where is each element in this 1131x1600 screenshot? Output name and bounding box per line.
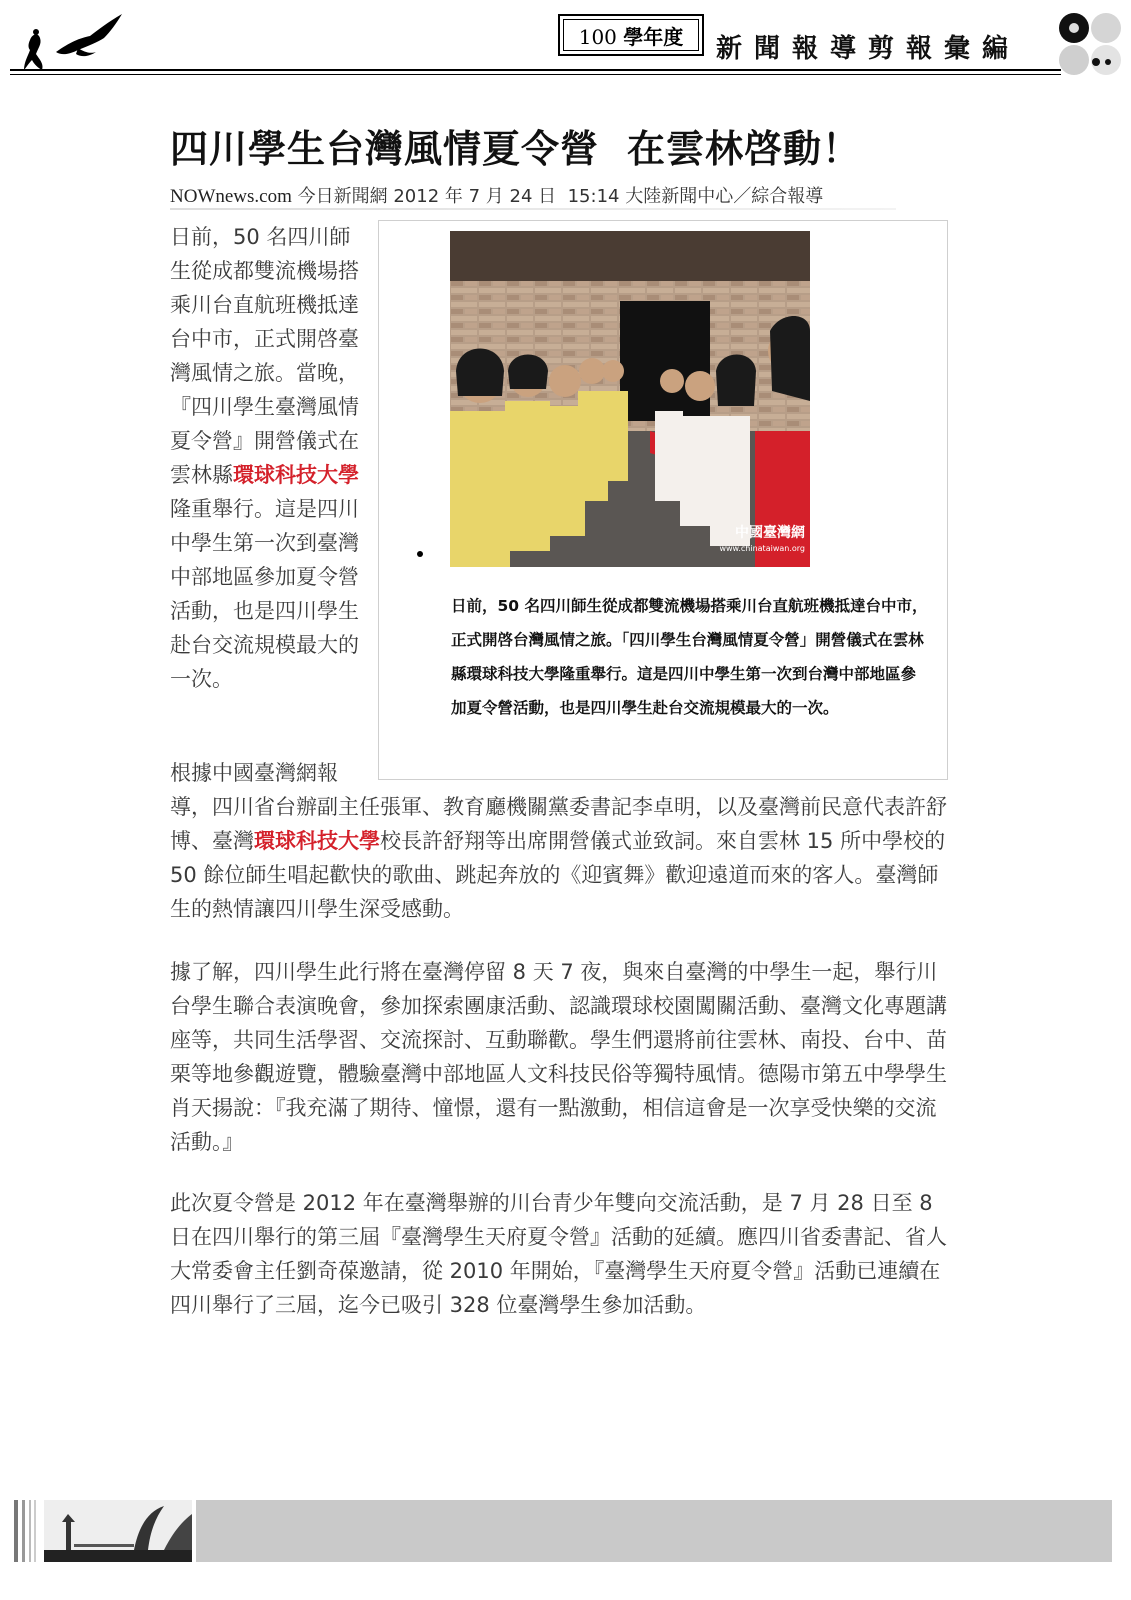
byline-outlet: 今日新聞網 — [297, 186, 388, 207]
eagle-logo-icon — [18, 12, 128, 74]
paragraph-3: 據了解，四川學生此行將在臺灣停留 8 天 7 夜，與來自臺灣的中學生一起，舉行川台學生聯合表演晚會，參加探索團康活動、認識環球校園闖關活動、臺灣文化專題講座等，共同生活學習、交流探討、互動聯歡。學生們還將前往雲林、南投、台中、苗栗等地參觀遊覽，體驗臺灣中部地區人文科技民俗等獨特風情。德陽市第五中學學生肖天揚說：『我充滿了期待、憧憬，還有一點激動，相信這會是一次享受快樂的交流活動。』 — [170, 960, 947, 1154]
photo-caption: 日前，50 名四川師生從成都雙流機場搭乘川台直航班機抵達台中市，正式開啓台灣風情之旅。「四川學生台灣風情夏令營」開營儀式在雲林縣環球科技大學隆重舉行。這是四川中學生第一次到台灣中部地區參加夏令營活動，也是四川學生赴台交流規模最大的一次。 — [451, 597, 928, 717]
header-rule-thin — [10, 74, 1061, 75]
byline-time: 15:14 — [567, 186, 620, 207]
byline-desk: 大陸新聞中心／綜合報導 — [625, 186, 824, 207]
headline-part-2: 在雲林啓動！ — [627, 127, 862, 171]
byline-rule — [170, 208, 896, 210]
photo-watermark-title: 中國臺灣網 — [735, 525, 805, 541]
event-photo — [450, 231, 810, 567]
series-title: 新聞報導剪報彙編 — [716, 34, 1021, 64]
article-byline — [170, 182, 823, 208]
photo-frame — [378, 220, 948, 780]
photo-watermark-url: www.chinataiwan.org — [719, 544, 805, 553]
header-rule — [10, 69, 1061, 71]
headline-part-1: 四川學生台灣風情夏令營 — [170, 127, 600, 171]
paragraph-1: 日前，50 名四川師生從成都雙流機場搭乘川台直航班機抵達台中市，正式開啓臺灣風情之旅。當晚，『四川學生臺灣風情夏令營』開營儀式在雲林縣環球科技大學隆重舉行。這是四川中學生第一次到臺灣中部地區參加夏令營活動，也是四川學生赴台交流規模最大的一次。 — [170, 225, 359, 691]
paragraph-2: 根據中國臺灣網報 導，四川省台辦副主任張軍、教育廳機關黨委書記李卓明，以及臺灣前民意代表許舒博、臺灣環球科技大學校長許舒翔等出席開營儀式並致詞。來自雲林 15 所中學校的 50 餘位師生唱起歡快的歌曲、跳起奔放的《迎賓舞》歡迎遠道而來的客人。臺灣師生的熱情讓四川學生深受感動。 — [170, 756, 950, 926]
article-headline — [170, 118, 861, 173]
paragraph-2-first-line: 根據中國臺灣網報 — [170, 761, 338, 785]
caption-bullet — [417, 551, 423, 557]
decorative-circles-icon — [1056, 10, 1126, 78]
highlight-university: 環球科技大學 — [233, 463, 359, 487]
school-year-label: 100 學年度 — [578, 24, 684, 49]
school-year-box — [558, 14, 704, 56]
paragraph-4: 此次夏令營是 2012 年在臺灣舉辦的川台青少年雙向交流活動，是 7 月 28 日至 8 日在四川舉行的第三屆『臺灣學生天府夏令營』活動的延續。應四川省委書記、省人大常委會主任劉奇葆邀請，從 2010 年開始，『臺灣學生天府夏令營』活動已連續在四川舉行了三屆，迄今已吸引 328 位臺灣學生參加活動。 — [170, 1191, 947, 1317]
highlight-university-2: 環球科技大學 — [254, 829, 380, 853]
byline-date: 2012 年 7 月 24 日 — [393, 186, 557, 207]
footer-gray-bar — [196, 1500, 1112, 1562]
byline-source: NOWnews.com — [170, 186, 292, 207]
